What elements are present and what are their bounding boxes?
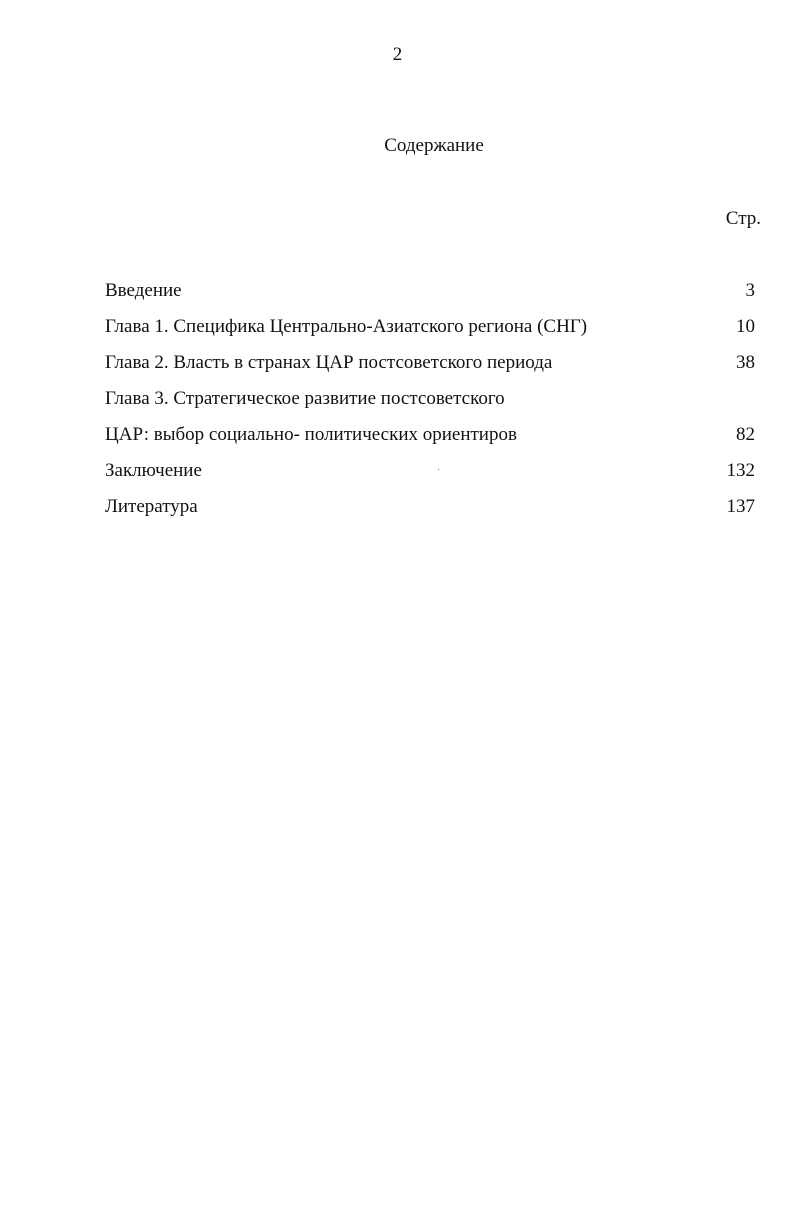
toc-entry-conclusion — [105, 458, 755, 494]
page-number: 2 — [392, 44, 403, 65]
toc-entry-title: Глава 3. Стратегическое развитие постсоветского — [105, 388, 505, 409]
toc-entry-title: Литература — [105, 496, 198, 517]
toc-entry-chapter-3 — [105, 386, 755, 422]
table-of-contents — [105, 278, 755, 530]
toc-entry-chapter-1 — [105, 314, 755, 350]
table-of-contents-title: Содержание — [384, 135, 484, 156]
toc-entry-introduction — [105, 278, 755, 314]
toc-entry-title: Глава 2. Власть в странах ЦАР постсоветского периода — [105, 352, 553, 373]
toc-entry-page: 137 — [726, 496, 755, 517]
toc-entry-literature — [105, 494, 755, 530]
toc-entry-chapter-3-continued — [105, 422, 755, 458]
toc-entry-title: Введение — [105, 280, 182, 301]
toc-entry-page: 38 — [736, 352, 755, 373]
page-column-header: Стр. — [725, 208, 761, 229]
toc-entry-chapter-2 — [105, 350, 755, 386]
toc-entry-title: Глава 1. Специфика Центрально-Азиатского региона (СНГ) — [105, 316, 588, 337]
toc-entry-page: 82 — [736, 424, 755, 445]
toc-entry-page: 3 — [745, 280, 755, 301]
toc-entry-title: Заключение — [105, 460, 202, 481]
toc-entry-title: ЦАР: выбор социально- политических ориентиров — [105, 424, 517, 445]
toc-entry-page: 10 — [736, 316, 755, 337]
scan-speck — [438, 469, 439, 470]
toc-entry-page: 132 — [726, 460, 755, 481]
